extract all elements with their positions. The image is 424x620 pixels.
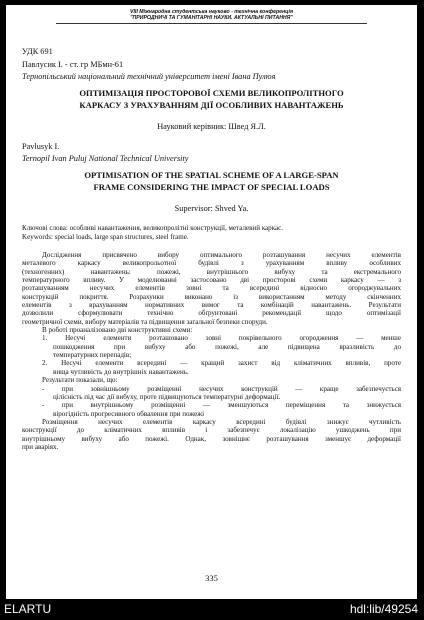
supervisor-en: Supervisor: Shved Ya. <box>174 204 249 213</box>
keywords-ua: Ключові слова: особливі навантаження, великопролітні конструкції, металевий каркас. <box>22 224 284 232</box>
udc-code: УДК 691 <box>22 47 53 56</box>
body-line: Розміщення несучих елементів каркасу всередині будівлі знижує чутливість <box>42 417 401 426</box>
body-line: Дослідження присвячено вибору оптимального розташування несучих елементів <box>42 251 401 259</box>
body-line: елементів з врахуванням нормативних вимог та комбінацій навантажень. Результати <box>22 301 401 310</box>
body-line: конструкції до кліматичних впливів і забезпечує локалізацію ушкоджень при <box>22 426 401 435</box>
list-item-line: вірогідність прогресивного обвалення при пожежі <box>53 409 205 418</box>
body-line: розташуванням несучих елементів зовні та всередині відносно огороджувальних <box>22 284 401 293</box>
conference-header <box>6 9 417 21</box>
body-line: конструкцій покриття. Розрахунки виконано із використанням методу скінченних <box>22 292 401 301</box>
repository-footer <box>0 599 424 620</box>
title-en-line-2: FRAME CONSIDERING THE IMPACT OF SPECIAL LOADS <box>93 182 330 192</box>
list-item-line: - при зовнішньому розміщенні несучих конструкцій — краще забезпечується <box>42 384 401 393</box>
list-item-line: пошкодження при вибуху або пожежі, але підвищена вразливість до <box>53 342 401 351</box>
list-item-line: вища чутливість до внутрішніх навантажень. <box>53 367 189 376</box>
body-line: дозволили сформулювати технічно обґрунтовані рекомендації щодо оптимізації <box>22 309 401 318</box>
title-en-line-1: OPTIMISATION OF THE SPATIAL SCHEME OF A LARGE-SPAN <box>84 170 339 180</box>
list-item-line: - при внутрішньому розміщенні — зменшуються переміщення та знижується <box>42 401 401 410</box>
body-line: (техногенних) навантажень: пожежі, внутрішнього вибуху та екстремального <box>22 267 401 276</box>
handle-identifier: hdl:lib/49254 <box>349 602 418 616</box>
body-line: при аваріях. <box>22 442 59 451</box>
abstract-body <box>22 251 401 451</box>
header-rule <box>56 23 367 24</box>
conference-header-line-2: "ПРИРОДНИЧІ ТА ГУМАНІТАРНІ НАУКИ. АКТУАЛЬНІ ПИТАННЯ" <box>130 15 293 21</box>
list-item-line: цілісність під час дії вибуху, проте підвищуються температурні деформації. <box>53 392 281 401</box>
keywords-en: Keywords: special loads, large span structures, steel frame. <box>22 233 189 241</box>
document-page <box>6 5 417 599</box>
body-line: температурного впливу. У моделюванні застосовано дві просторові схеми каркасу — з <box>22 276 401 285</box>
title-ua-line-2: КАРКАСУ З УРАХУВАННЯМ ДІЇ ОСОБЛИВИХ НАВАНТАЖЕНЬ <box>79 100 344 110</box>
body-line: внутрішньому вибуху або пожежі. Однак, зовнішнє розташування зменшує деформації <box>22 434 401 443</box>
list-item-line: температурних перепадів; <box>53 351 132 360</box>
repository-name: ELARTU <box>4 602 52 616</box>
body-line: Результати показали, що: <box>42 376 118 385</box>
affiliation-en: Ternopil Ivan Puluj National Technical University <box>22 154 189 163</box>
body-line: В роботі проаналізовано дві конструктивні схеми: <box>42 326 193 335</box>
body-line: геометричної схеми, вибору матеріалів та підвищення загальної безпеки споруди. <box>22 317 268 326</box>
body-line: металевого каркасу великопрольотної будівлі з урахуванням впливу особливих <box>22 259 401 268</box>
conference-header-line-1: VIII Міжнародна студентська науково - технічна конференція <box>130 9 293 15</box>
author-en: Pavlusyk I. <box>22 142 60 151</box>
author-ua: Павлусик І. - ст. гр МБмн-61 <box>22 60 124 69</box>
list-item-line: 2. Несучі елементи всередині — кращий захист від кліматичних впливів, проте <box>42 359 401 368</box>
title-ua-line-1: ОПТИМІЗАЦІЯ ПРОСТОРОВОЇ СХЕМИ ВЕЛИКОПРОЛІТНОГО <box>79 88 344 98</box>
list-item-line: 1. Несучі елементи розташовано зовні покрівельного огородження — менше <box>42 334 401 343</box>
affiliation-ua: Тернопільський національний технічний університет імені Івана Пулюя <box>22 72 276 81</box>
supervisor-ua: Науковий керівник: Швед Я.Л. <box>157 122 266 131</box>
page-number: 335 <box>205 573 218 583</box>
